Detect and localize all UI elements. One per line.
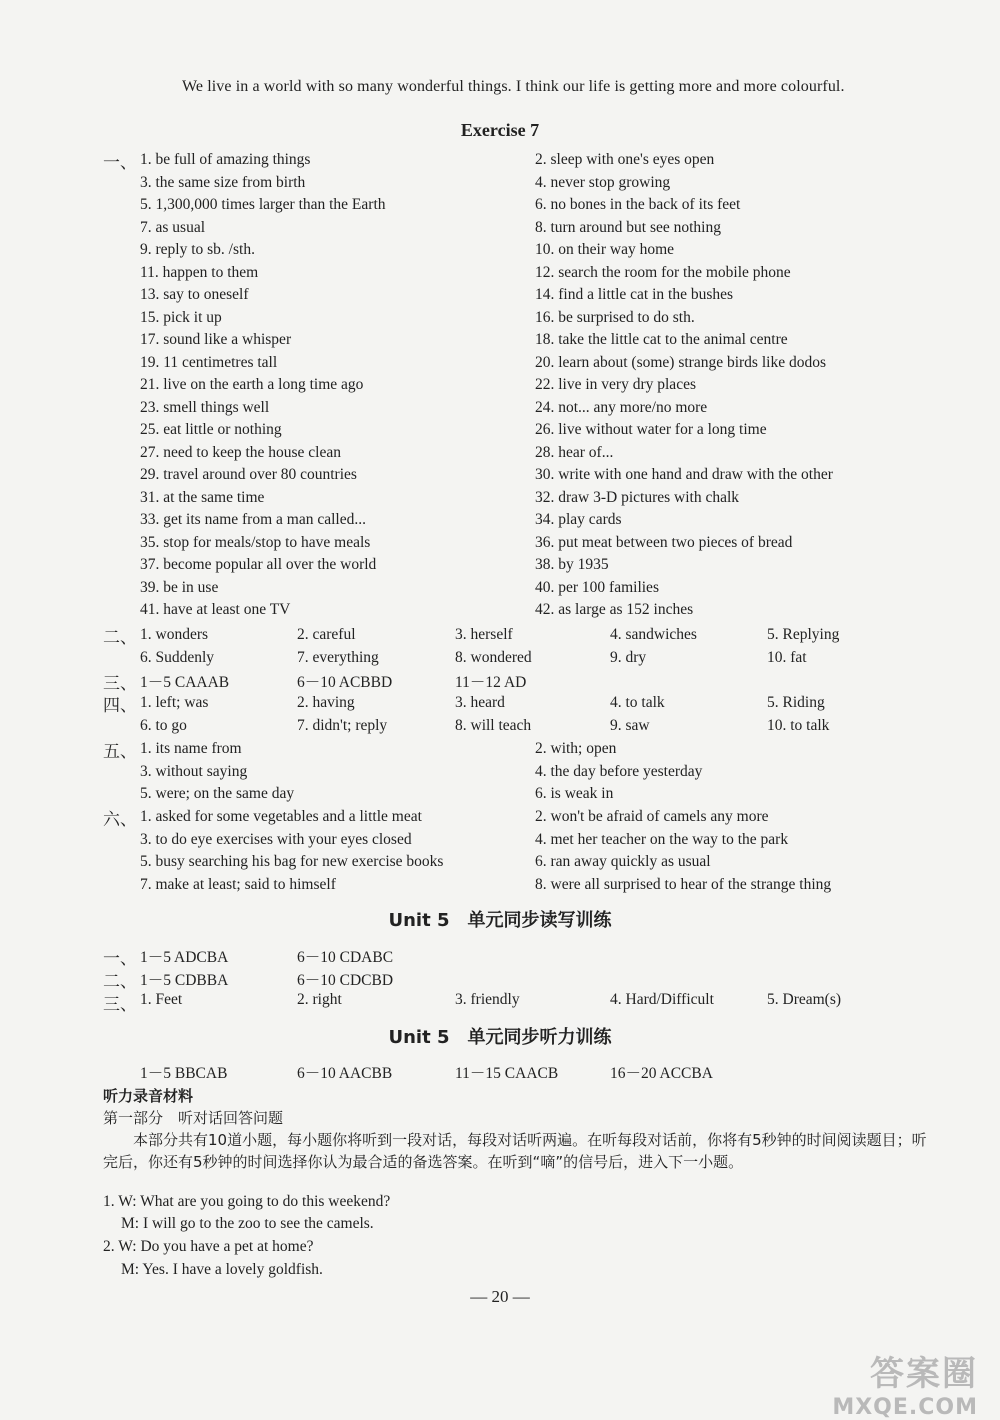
unit5-rw-part3-marker: 三、 xyxy=(103,995,137,1015)
part1-item: 14. find a little cat in the bushes xyxy=(535,286,734,303)
part1-item: 15. pick it up xyxy=(140,308,222,326)
part1-item: 13. say to oneself xyxy=(140,286,249,303)
part1-item: 31. at the same time xyxy=(140,488,265,506)
part5-item: 3. without saying xyxy=(140,762,248,780)
unit5-rw-cell: 6－10 CDABC xyxy=(297,949,394,966)
part4-item: 3. heard xyxy=(455,694,505,711)
part2-item: 10. fat xyxy=(767,648,807,666)
part2-item: 9. dry xyxy=(610,648,647,666)
instructions-text: 本部分共有10道小题，每小题你将听到一段对话，每段对话听两遍。在听每段对话前，你将有5秒钟的时间阅读题目；听完后，你还有5秒钟的时间选择你认为最合适的备选答案。在听到“嘀”的信号后，进入下一小题。 xyxy=(103,1131,927,1171)
unit5-listen-cell: 1－5 BBCAB xyxy=(140,1065,228,1082)
part2-marker: 二、 xyxy=(103,628,137,648)
watermark xyxy=(832,1346,978,1420)
part2-item: 8. wondered xyxy=(455,648,532,666)
unit5-rw-cell: 5. Dream(s) xyxy=(767,991,842,1008)
part4-item: 10. to talk xyxy=(767,716,830,734)
part6-item: 6. ran away quickly as usual xyxy=(535,853,711,870)
part1-item: 5. 1,300,000 times larger than the Earth xyxy=(140,196,386,213)
part5-item: 5. were; on the same day xyxy=(140,785,295,802)
part1-item: 12. search the room for the mobile phone xyxy=(535,263,791,281)
part1-item: 26. live without water for a long time xyxy=(535,421,767,438)
part1-item: 17. sound like a whisper xyxy=(140,331,292,348)
part1-item: 32. draw 3-D pictures with chalk xyxy=(535,488,740,506)
unit5-rw-cell: 1. Feet xyxy=(140,991,183,1008)
part6-item: 2. won't be afraid of camels any more xyxy=(535,808,769,825)
part1-item: 6. no bones in the back of its feet xyxy=(535,196,741,213)
unit5-listen-cell: 11－15 CAACB xyxy=(455,1065,559,1082)
part3-cell: 11－12 AD xyxy=(455,674,527,691)
unit5-rw-title: Unit 5 单元同步读写训练 xyxy=(388,910,612,931)
page-number: — 20 — xyxy=(470,1287,530,1306)
part2-item: 2. careful xyxy=(297,626,356,643)
watermark-url: MXQE.COM xyxy=(832,1395,978,1420)
part1-item: 18. take the little cat to the animal centre xyxy=(535,331,788,348)
part1-item: 28. hear of... xyxy=(535,443,614,461)
part1-item: 42. as large as 152 inches xyxy=(535,601,694,618)
unit5-rw-part2-marker: 二、 xyxy=(103,972,137,992)
part1-item: 19. 11 centimetres tall xyxy=(140,353,278,371)
part1-item: 16. be surprised to do sth. xyxy=(535,308,695,326)
part3-cell: 6－10 ACBBD xyxy=(297,674,393,691)
part1-item: 33. get its name from a man called... xyxy=(140,511,366,528)
part1-item: 11. happen to them xyxy=(140,263,259,281)
part1-item: 7. as usual xyxy=(140,218,206,236)
instructions xyxy=(103,1129,933,1173)
part1-item: 24. not... any more/no more xyxy=(535,398,708,416)
part2-item: 6. Suddenly xyxy=(140,648,215,666)
part1-item: 9. reply to sb. /sth. xyxy=(140,241,255,258)
part1-item: 8. turn around but see nothing xyxy=(535,218,721,236)
part1-item: 22. live in very dry places xyxy=(535,376,696,393)
part1-item: 40. per 100 families xyxy=(535,578,659,596)
part1-item: 3. the same size from birth xyxy=(140,173,306,191)
part3-marker: 三、 xyxy=(103,674,137,694)
part6-item: 7. make at least; said to himself xyxy=(140,875,336,893)
part4-item: 2. having xyxy=(297,694,355,711)
part1-item: 37. become popular all over the world xyxy=(140,556,377,573)
part1-item: 23. smell things well xyxy=(140,398,270,416)
part1-item: 29. travel around over 80 countries xyxy=(140,466,357,483)
part3-cell: 1－5 CAAAB xyxy=(140,674,230,691)
unit5-listen-cell: 6－10 AACBB xyxy=(297,1065,393,1082)
dialog-line: 2. W: Do you have a pet at home? xyxy=(103,1238,314,1255)
part1-item: 1. be full of amazing things xyxy=(140,151,311,168)
watermark-logo: 答案圈 xyxy=(870,1354,978,1394)
part1-item: 30. write with one hand and draw with the other xyxy=(535,466,833,483)
unit5-listen-title: Unit 5 单元同步听力训练 xyxy=(388,1027,612,1048)
unit5-rw-cell: 1－5 ADCBA xyxy=(140,949,229,966)
part4-item: 9. saw xyxy=(610,716,650,734)
part6-item: 1. asked for some vegetables and a little meat xyxy=(140,808,422,825)
part4-item: 4. to talk xyxy=(610,694,665,711)
unit5-rw-cell: 3. friendly xyxy=(455,991,520,1008)
part2-item: 1. wonders xyxy=(140,626,209,643)
unit5-rw-part1-marker: 一、 xyxy=(103,949,137,969)
part1-item: 4. never stop growing xyxy=(535,173,671,191)
part1-item: 10. on their way home xyxy=(535,241,675,258)
part1-marker: 一、 xyxy=(103,153,137,173)
material-title: 听力录音材料 xyxy=(103,1087,194,1105)
part1-item: 38. by 1935 xyxy=(535,556,609,573)
part4-marker: 四、 xyxy=(103,696,137,716)
part2-item: 3. herself xyxy=(455,626,513,643)
part4-item: 1. left; was xyxy=(140,694,209,711)
part2-item: 7. everything xyxy=(297,648,379,666)
dialog-line: 1. W: What are you going to do this weekend? xyxy=(103,1193,391,1210)
part1-item: 20. learn about (some) strange birds like dodos xyxy=(535,353,826,371)
part1-item: 39. be in use xyxy=(140,578,219,596)
unit5-listen-cell: 16－20 ACCBA xyxy=(610,1065,713,1082)
part1-item: 41. have at least one TV xyxy=(140,601,291,618)
part6-marker: 六、 xyxy=(103,810,137,830)
part6-item: 8. were all surprised to hear of the strange thing xyxy=(535,875,832,893)
part6-item: 3. to do eye exercises with your eyes closed xyxy=(140,830,412,848)
part4-item: 6. to go xyxy=(140,716,187,734)
part5-item: 1. its name from xyxy=(140,740,242,757)
part4-item: 5. Riding xyxy=(767,694,825,711)
part2-item: 5. Replying xyxy=(767,626,840,643)
part4-item: 8. will teach xyxy=(455,716,532,734)
unit5-rw-cell: 2. right xyxy=(297,991,342,1008)
part6-item: 5. busy searching his bag for new exercise books xyxy=(140,853,444,870)
part1-item: 36. put meat between two pieces of bread xyxy=(535,533,793,551)
dialog-line: M: I will go to the zoo to see the camels. xyxy=(121,1215,374,1232)
part1-item: 21. live on the earth a long time ago xyxy=(140,376,364,393)
part2-item: 4. sandwiches xyxy=(610,626,697,643)
unit5-rw-cell: 6－10 CDCBD xyxy=(297,972,394,989)
part5-item: 4. the day before yesterday xyxy=(535,762,703,780)
part5-item: 6. is weak in xyxy=(535,785,614,802)
intro-sentence: We live in a world with so many wonderful things. I think our life is getting more and more colourful. xyxy=(182,78,845,95)
part4-item: 7. didn't; reply xyxy=(297,716,388,734)
part5-item: 2. with; open xyxy=(535,740,617,757)
part1-item: 34. play cards xyxy=(535,511,622,528)
part5-marker: 五、 xyxy=(103,742,137,762)
part1-item: 2. sleep with one's eyes open xyxy=(535,151,715,168)
part6-item: 4. met her teacher on the way to the park xyxy=(535,830,789,848)
exercise7-title: Exercise 7 xyxy=(460,120,540,140)
part1-item: 27. need to keep the house clean xyxy=(140,443,341,461)
section-title: 第一部分 听对话回答问题 xyxy=(103,1109,284,1127)
unit5-rw-cell: 4. Hard/Difficult xyxy=(610,991,714,1008)
dialog-line: M: Yes. I have a lovely goldfish. xyxy=(121,1261,323,1278)
part1-item: 35. stop for meals/stop to have meals xyxy=(140,533,371,551)
unit5-rw-cell: 1－5 CDBBA xyxy=(140,972,229,989)
part1-item: 25. eat little or nothing xyxy=(140,421,282,438)
